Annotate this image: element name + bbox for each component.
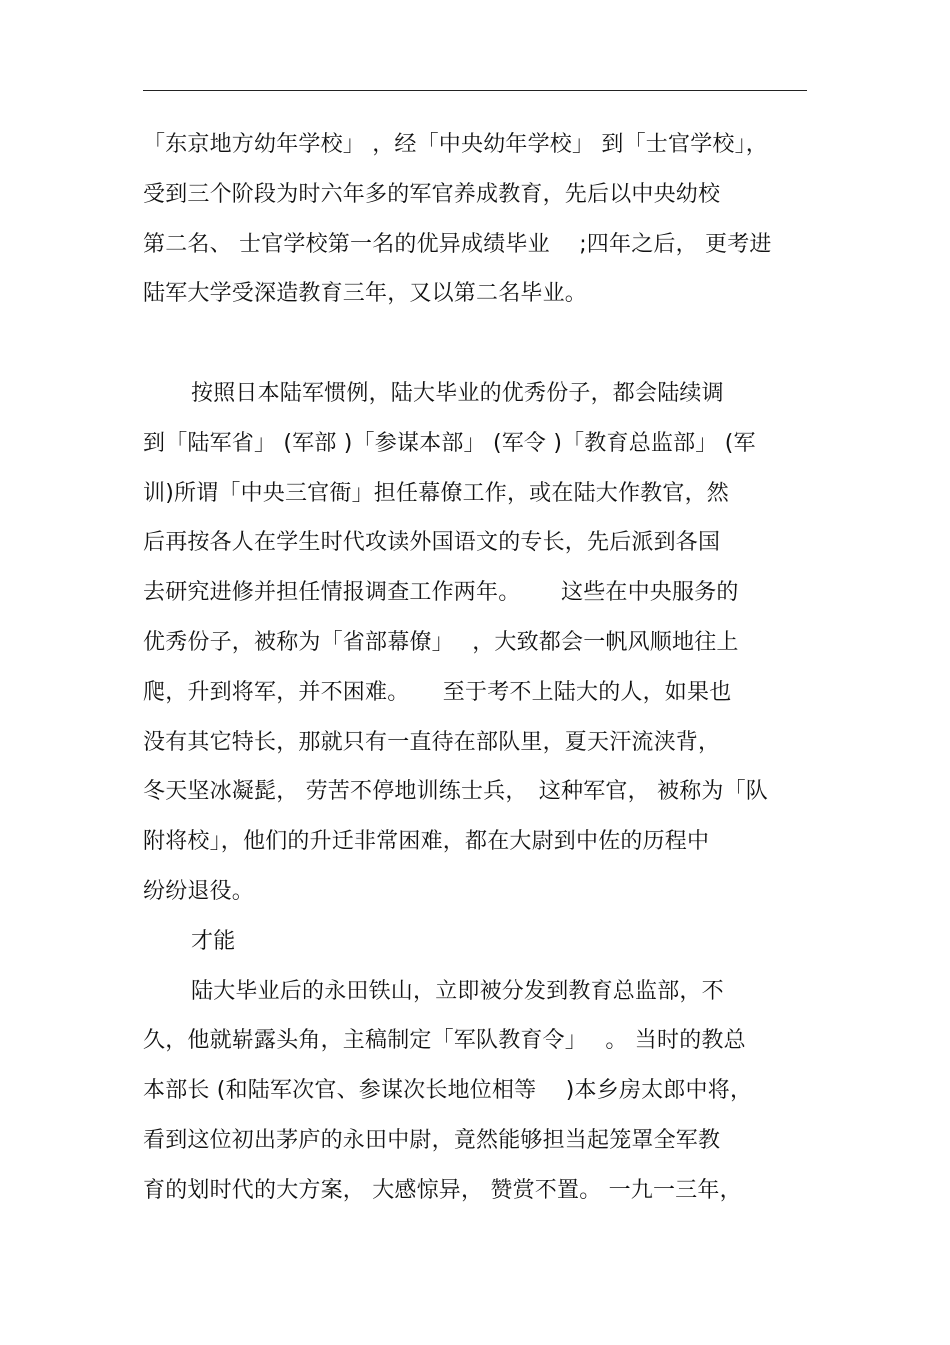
paragraph-1-line-3: 第二名、 士官学校第一名的优异成绩毕业 ;四年之后， 更考进 xyxy=(143,231,772,257)
paragraph-spacer xyxy=(143,319,823,369)
paragraph-2-line-1: 按照日本陆军惯例，陆大毕业的优秀份子，都会陆续调 xyxy=(191,380,724,406)
paragraph-1-line-1: 「东京地方幼年学校」 ，经「中央幼年学校」 到「士官学校」， xyxy=(143,132,768,157)
paragraph-3-line-3: 本部长 (和陆军次官、参谋次长地位相等 )本乡房太郎中将， xyxy=(143,1078,753,1104)
paragraph-3-line-2: 久，他就崭露头角，主稿制定「军队教育令」 。 当时的教总 xyxy=(143,1028,746,1054)
paragraph-1-line-2: 受到三个阶段为时六年多的军官养成教育，先后以中央幼校 xyxy=(143,181,721,207)
document-body xyxy=(143,120,823,1216)
paragraph-3-line-4: 看到这位初出茅庐的永田中尉，竟然能够担当起笼罩全军教 xyxy=(143,1127,721,1153)
paragraph-1-line-4: 陆军大学受深造教育三年，又以第二名毕业。 xyxy=(143,281,588,307)
paragraph-2-line-2: 到「陆军省」 (军部 )「参谋本部」 (军令 )「教育总监部」 (军 xyxy=(143,430,756,456)
header-rule xyxy=(143,90,807,91)
paragraph-2-line-3: 训)所谓「中央三官衙」担任幕僚工作，或在陆大作教官，然 xyxy=(143,480,729,506)
paragraph-2-line-11: 纷纷退役。 xyxy=(143,878,255,904)
paragraph-2-line-6: 优秀份子，被称为「省部幕僚」 ，大致都会一帆风顺地往上 xyxy=(143,629,739,655)
section-heading: 才能 xyxy=(191,928,236,954)
paragraph-2-line-5: 去研究进修并担任情报调查工作两年。 这些在中央服务的 xyxy=(143,580,739,606)
paragraph-2-line-8: 没有其它特长，那就只有一直待在部队里，夏天汗流浃背， xyxy=(143,729,721,755)
paragraph-2-line-4: 后再按各人在学生时代攻读外国语文的专长，先后派到各国 xyxy=(143,530,721,556)
paragraph-2-line-10: 附将校」，他们的升迁非常困难，都在大尉到中佐的历程中 xyxy=(143,829,710,855)
paragraph-3-line-5: 育的划时代的大方案， 大感惊异， 赞赏不置。 一九一三年， xyxy=(143,1177,742,1203)
paragraph-3-line-1: 陆大毕业后的永田铁山，立即被分发到教育总监部，不 xyxy=(191,978,724,1004)
paragraph-2-line-9: 冬天坚冰凝髭， 劳苦不停地训练士兵， 这种军官， 被称为「队 xyxy=(143,779,768,805)
paragraph-2-line-7: 爬，升到将军，并不困难。 至于考不上陆大的人，如果也 xyxy=(143,679,732,705)
